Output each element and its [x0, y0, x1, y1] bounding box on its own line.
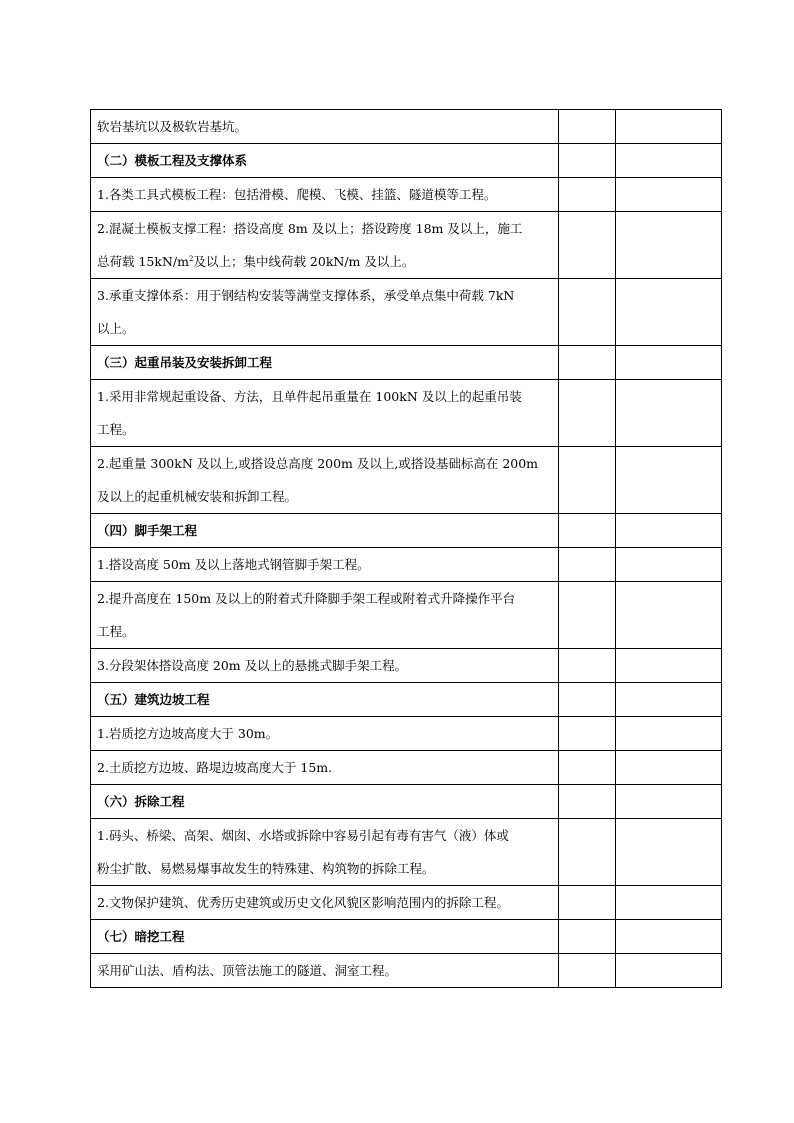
table-row [91, 380, 722, 447]
remark-cell [616, 144, 722, 178]
table-row [91, 819, 722, 886]
check-cell [559, 548, 616, 582]
item-line: 1.采用非常规起重设备、方法，且单件起吊重量在 100kN 及以上的起重吊装 [97, 389, 522, 404]
section-heading: （五）建筑边坡工程 [91, 683, 559, 717]
item-line: 2.混凝土模板支撑工程：搭设高度 8m 及以上；搭设跨度 18m 及以上，施工 [97, 221, 523, 236]
table-row [91, 582, 722, 649]
item-text: 软岩基坑以及极软岩基坑。 [91, 110, 559, 144]
remark-cell [616, 346, 722, 380]
section-row [91, 683, 722, 717]
table-row [91, 886, 722, 920]
item-text [91, 819, 559, 886]
check-cell [559, 785, 616, 819]
remark-cell [616, 717, 722, 751]
remark-cell [616, 178, 722, 212]
item-text [91, 380, 559, 447]
section-heading: （四）脚手架工程 [91, 514, 559, 548]
remark-cell [616, 785, 722, 819]
item-text: 1.岩质挖方边坡高度大于 30m。 [91, 717, 559, 751]
check-cell [559, 717, 616, 751]
remark-cell [616, 683, 722, 717]
table-row [91, 954, 722, 988]
check-cell [559, 514, 616, 548]
item-text: 2.土质挖方边坡、路堤边坡高度大于 15m. [91, 751, 559, 785]
section-heading: （六）拆除工程 [91, 785, 559, 819]
check-cell [559, 683, 616, 717]
check-cell [559, 380, 616, 447]
table-row [91, 212, 722, 279]
check-cell [559, 447, 616, 514]
section-row [91, 346, 722, 380]
remark-cell [616, 447, 722, 514]
item-line: 工程。 [97, 624, 135, 639]
table-row [91, 649, 722, 683]
remark-cell [616, 279, 722, 346]
item-text: 1.搭设高度 50m 及以上落地式钢管脚手架工程。 [91, 548, 559, 582]
check-cell [559, 178, 616, 212]
item-line: 粉尘扩散、易燃易爆事故发生的特殊建、构筑物的拆除工程。 [97, 861, 435, 876]
check-cell [559, 279, 616, 346]
item-text [91, 212, 559, 279]
item-line: 2.提升高度在 150m 及以上的附着式升降脚手架工程或附着式升降操作平台 [97, 591, 516, 606]
item-text: 采用矿山法、盾构法、顶管法施工的隧道、洞室工程。 [91, 954, 559, 988]
item-line: 及以上；集中线荷载 20kN/m 及以上。 [193, 254, 415, 269]
section-row [91, 514, 722, 548]
section-heading: （三）起重吊装及安装拆卸工程 [91, 346, 559, 380]
check-cell [559, 920, 616, 954]
item-line: 及以上的起重机械安装和拆卸工程。 [97, 489, 298, 504]
check-cell [559, 954, 616, 988]
construction-items-table [90, 109, 722, 988]
remark-cell [616, 582, 722, 649]
remark-cell [616, 751, 722, 785]
table-row [91, 110, 722, 144]
remark-cell [616, 819, 722, 886]
check-cell [559, 886, 616, 920]
table-row [91, 447, 722, 514]
section-heading: （七）暗挖工程 [91, 920, 559, 954]
table-row [91, 717, 722, 751]
item-line: 总荷载 15kN/m [97, 254, 189, 269]
check-cell [559, 212, 616, 279]
section-row [91, 785, 722, 819]
table-row [91, 548, 722, 582]
check-cell [559, 582, 616, 649]
section-heading: （二）模板工程及支撑体系 [91, 144, 559, 178]
remark-cell [616, 110, 722, 144]
remark-cell [616, 380, 722, 447]
remark-cell [616, 514, 722, 548]
check-cell [559, 819, 616, 886]
check-cell [559, 751, 616, 785]
remark-cell [616, 212, 722, 279]
item-text: 1.各类工具式模板工程：包括滑模、爬模、飞模、挂篮、隧道模等工程。 [91, 178, 559, 212]
check-cell [559, 346, 616, 380]
item-line: 2.起重量 300kN 及以上,或搭设总高度 200m 及以上,或搭设基础标高在 200m [97, 456, 539, 471]
remark-cell [616, 954, 722, 988]
item-text [91, 279, 559, 346]
check-cell [559, 110, 616, 144]
item-line: 以上。 [97, 321, 135, 336]
remark-cell [616, 920, 722, 954]
item-text [91, 447, 559, 514]
check-cell [559, 649, 616, 683]
item-line: 1.码头、桥梁、高架、烟囱、水塔或拆除中容易引起有毒有害气（液）体或 [97, 828, 509, 843]
table-row [91, 751, 722, 785]
item-text [91, 582, 559, 649]
item-line: 工程。 [97, 422, 135, 437]
table-row [91, 178, 722, 212]
superscript: 2 [188, 254, 194, 263]
remark-cell [616, 886, 722, 920]
remark-cell [616, 548, 722, 582]
section-row [91, 920, 722, 954]
item-line: 3.承重支撑体系：用于钢结构安装等满堂支撑体系，承受单点集中荷载 7kN [97, 288, 515, 303]
remark-cell [616, 649, 722, 683]
section-row [91, 144, 722, 178]
check-cell [559, 144, 616, 178]
table-row [91, 279, 722, 346]
item-text: 3.分段架体搭设高度 20m 及以上的悬挑式脚手架工程。 [91, 649, 559, 683]
item-text: 2.文物保护建筑、优秀历史建筑或历史文化风貌区影响范围内的拆除工程。 [91, 886, 559, 920]
